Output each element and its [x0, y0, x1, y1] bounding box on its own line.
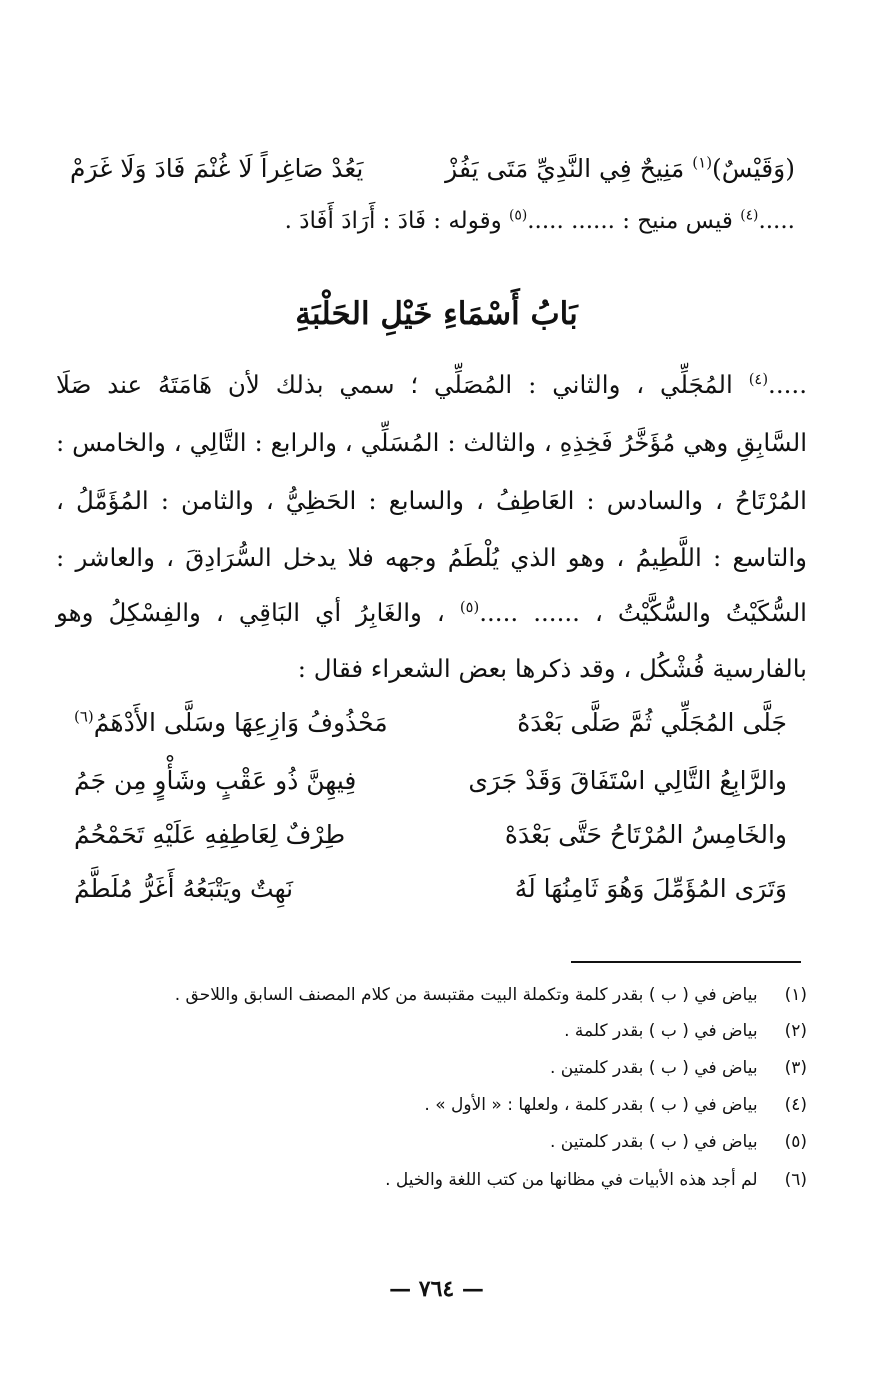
commentary-text: .....: [758, 208, 795, 234]
commentary-text: وقوله : فَادَ : أَرَادَ أَفَادَ .: [284, 208, 509, 234]
verse-first-hemistich: جَلَّى المُجَلِّي ثُمَّ صَلَّى بَعْدَهُ: [517, 707, 787, 737]
verse-second-hemistich: طِرْفٌ لِعَاطِفِهِ عَلَيْهِ تَحَمْحُمُ: [74, 819, 346, 849]
footnote-text: لم أجد هذه الأبيات في مظانها من كتب اللغة والخيل .: [385, 1170, 758, 1190]
footnote-number: (٢): [784, 1021, 807, 1041]
footnote: [564, 1021, 807, 1041]
verse-text: مَحْذُوفُ وَازِعِهَا وسَلَّى الأَدْهَمُ: [93, 707, 388, 737]
verse-second-hemistich: نَهِتٌ ويَتْبَعُهُ أَغَرُّ مُلَطَّمُ: [74, 873, 294, 903]
footnote-marker: (٥): [509, 207, 528, 224]
verse-line: [74, 758, 787, 802]
footnote: [550, 1132, 807, 1152]
footnote-marker: (٥): [459, 598, 480, 616]
verse-first-hemistich: والخَامِسُ المُرْتَاحُ حَتَّى بَعْدَهْ: [504, 819, 787, 849]
verse-line: [74, 812, 787, 856]
footnote-number: (٣): [784, 1058, 807, 1078]
verse-second-hemistich: [74, 708, 414, 737]
verse-first-hemistich: وَتَرَى المُؤَمِّلَ وَهُوَ ثَامِنُهَا لَهُ: [514, 873, 787, 903]
top-verse-second-hemistich: يَعُدْ صَاغِراً لَا غُنْمَ فَادَ وَلَا غَرَمْ: [70, 153, 364, 183]
commentary-line: [285, 208, 795, 234]
footnote-number: (٤): [784, 1095, 807, 1115]
verse-first-hemistich: والرَّابِعُ التَّالِي اسْتَفَاقَ وَقَدْ جَرَى: [468, 765, 787, 795]
footnote-marker: (٤): [740, 207, 759, 224]
footnote-marker: (٦): [74, 707, 94, 726]
paragraph-line: والتاسع : اللَّطِيمُ ، وهو الذي يُلْطَمُ وجهه فلا يدخل السُّرَادِقَ ، والعاشر :: [56, 543, 807, 572]
verse-line: [74, 700, 787, 744]
footnote-text: بياض في ( ب ) بقدر كلمتين .: [549, 1058, 758, 1078]
paragraph-line: السَّابِقِ وهي مُؤَخَّرُ فَخِذِهِ ، والثالث : المُسَلِّي ، والرابع : التَّالِي ، والخامس :: [56, 428, 807, 457]
paragraph-line: [56, 370, 807, 399]
footnote-divider: [571, 961, 801, 963]
footnote-text: بياض في ( ب ) بقدر كلمة .: [564, 1021, 758, 1041]
footnote-number: (٦): [784, 1170, 807, 1190]
footnote-number: (٥): [784, 1132, 807, 1152]
footnote-marker: (١): [692, 153, 713, 172]
paragraph-text: .....: [768, 370, 807, 399]
top-verse-first-hemistich: [445, 154, 795, 183]
section-heading: بَابُ أَسْمَاءِ خَيْلِ الحَلْبَةِ: [295, 296, 578, 332]
top-verse: [70, 146, 795, 190]
footnote-text: بياض في ( ب ) بقدر كلمة ، ولعلها : « الأول » .: [424, 1095, 758, 1115]
page-number: — ٧٦٤ —: [389, 1276, 484, 1302]
top-verse-text: مَنِيحٌ فِي النَّدِيِّ مَتَى يَفُزْ: [445, 153, 693, 183]
paragraph-text: المُجَلِّي ، والثاني : المُصَلِّي ؛ سمي بذلك لأن هَامَتَهُ عند صَلَا: [56, 370, 749, 399]
footnote: [385, 1170, 807, 1190]
verse-second-hemistich: فِيهِنَّ ذُو عَقْبٍ وشَأْوٍ مِن جَمُ: [74, 765, 357, 795]
footnote-marker: (٤): [748, 370, 769, 388]
footnote-text: بياض في ( ب ) بقدر كلمتين .: [549, 1132, 758, 1152]
paragraph-line: بالفارسية فُشْكُل ، وقد ذكرها بعض الشعراء فقال :: [297, 654, 807, 683]
top-verse-text: (وَقَيْسٌ): [712, 153, 795, 183]
footnote: [175, 985, 807, 1005]
paragraph-line: المُرْتَاحُ ، والسادس : العَاطِفُ ، والسابع : الحَظِيُّ ، والثامن : المُؤَمَّلُ ،: [56, 486, 807, 515]
paragraph-text: السُّكَيْتُ والسُّكَّيْتُ ، ...... .....: [479, 598, 807, 627]
footnote-number: (١): [784, 985, 807, 1005]
commentary-text: قيس منيح : ...... .....: [527, 208, 741, 234]
verse-line: [74, 866, 787, 910]
footnote-text: بياض في ( ب ) بقدر كلمة وتكملة البيت مقتبسة من كلام المصنف السابق واللاحق .: [174, 985, 758, 1005]
paragraph-line: [56, 598, 807, 627]
footnote: [424, 1095, 807, 1115]
footnote: [550, 1058, 807, 1078]
paragraph-text: ، والغَابِرُ أي البَاقِي ، والفِسْكِلُ وهو: [56, 598, 460, 627]
